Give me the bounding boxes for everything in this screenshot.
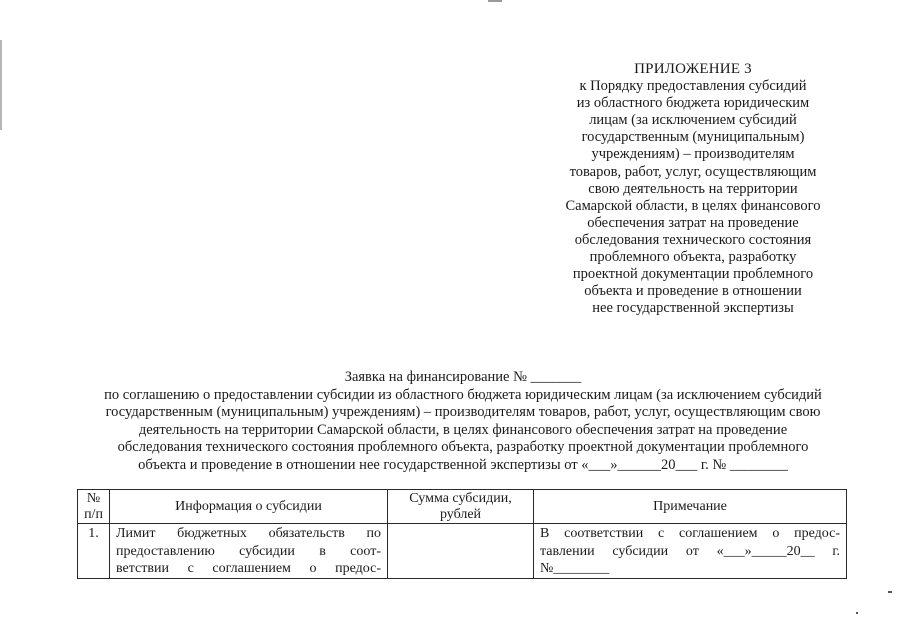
request-line: по соглашению о предоставлении субсидии из областного бюджета юридическим лицам (за исключением субсидий <box>104 386 822 403</box>
appendix-line: к Порядку предоставления субсидий <box>579 78 807 95</box>
row-sum-cell <box>388 524 534 579</box>
row-note-cell <box>534 524 847 579</box>
appendix-line: обследования технического состояния <box>574 231 812 248</box>
header-note: Примечание <box>534 490 847 524</box>
row-num-cell: 1. <box>78 524 110 579</box>
appendix-line: свою деятельность на территории <box>588 180 798 197</box>
appendix-line: лицам (за исключением субсидий <box>589 112 797 129</box>
request-line: обследования технического состояния проблемного объекта, разработку проектной документации проблемного <box>117 439 809 455</box>
header-num-line: п/п <box>84 506 103 522</box>
request-title: Заявка на финансирование № _______ <box>344 369 582 385</box>
request-line: государственным (муниципальным) учреждениям) – производителям товаров, работ, услуг, осуществляющим свою <box>105 404 821 420</box>
row-info-cell <box>110 524 388 579</box>
appendix-line: объекта и проведение в отношении <box>584 283 802 300</box>
appendix-line: проблемного объекта, разработку <box>589 249 797 266</box>
scan-smudge <box>488 0 502 2</box>
appendix-line: государственным (муниципальным) <box>581 129 805 146</box>
appendix-line: Самарской области, в целях финансового <box>565 197 821 214</box>
scan-edge-mark <box>0 40 2 130</box>
scan-speck <box>856 612 858 614</box>
header-info: Информация о субсидии <box>110 490 388 524</box>
table-header-row <box>78 490 847 524</box>
appendix-line: обеспечения затрат на проведение <box>587 214 799 231</box>
row-info-line: Лимит бюджетных обязательств по <box>116 526 381 541</box>
request-line: объекта и проведение в отношении нее государственной экспертизы от «___»______20___ г. № ________ <box>138 456 788 473</box>
table-row <box>78 524 847 579</box>
row-info-line: ветствии с соглашением о предос- <box>116 561 381 576</box>
appendix-block <box>540 61 846 317</box>
row-note-line: В соответствии с соглашением о предос- <box>540 526 840 541</box>
header-num-line: № <box>86 490 101 506</box>
header-sum-line: рублей <box>439 506 482 522</box>
appendix-line: проектной документации проблемного <box>572 266 814 283</box>
row-info-line: предоставлению субсидии в соот- <box>116 543 381 559</box>
request-block <box>52 369 874 474</box>
appendix-heading: ПРИЛОЖЕНИЕ 3 <box>634 61 752 77</box>
scan-speck <box>888 591 892 593</box>
row-note-line: №________ <box>540 561 610 576</box>
row-note-line: тавлении субсидии от «___»_____20__ г. <box>540 543 840 559</box>
header-sum <box>388 490 534 524</box>
appendix-line: из областного бюджета юридическим <box>576 95 810 112</box>
subsidy-table <box>77 489 847 579</box>
header-sum-line: Сумма субсидии, <box>409 490 512 506</box>
appendix-line: нее государственной экспертизы <box>592 300 794 317</box>
request-line: деятельность на территории Самарской области, в целях финансового обеспечения затрат на проведение <box>138 421 788 438</box>
appendix-line: товаров, работ, услуг, осуществляющим <box>569 163 817 180</box>
header-num <box>78 490 110 524</box>
appendix-line: учреждениям) – производителям <box>591 146 795 163</box>
